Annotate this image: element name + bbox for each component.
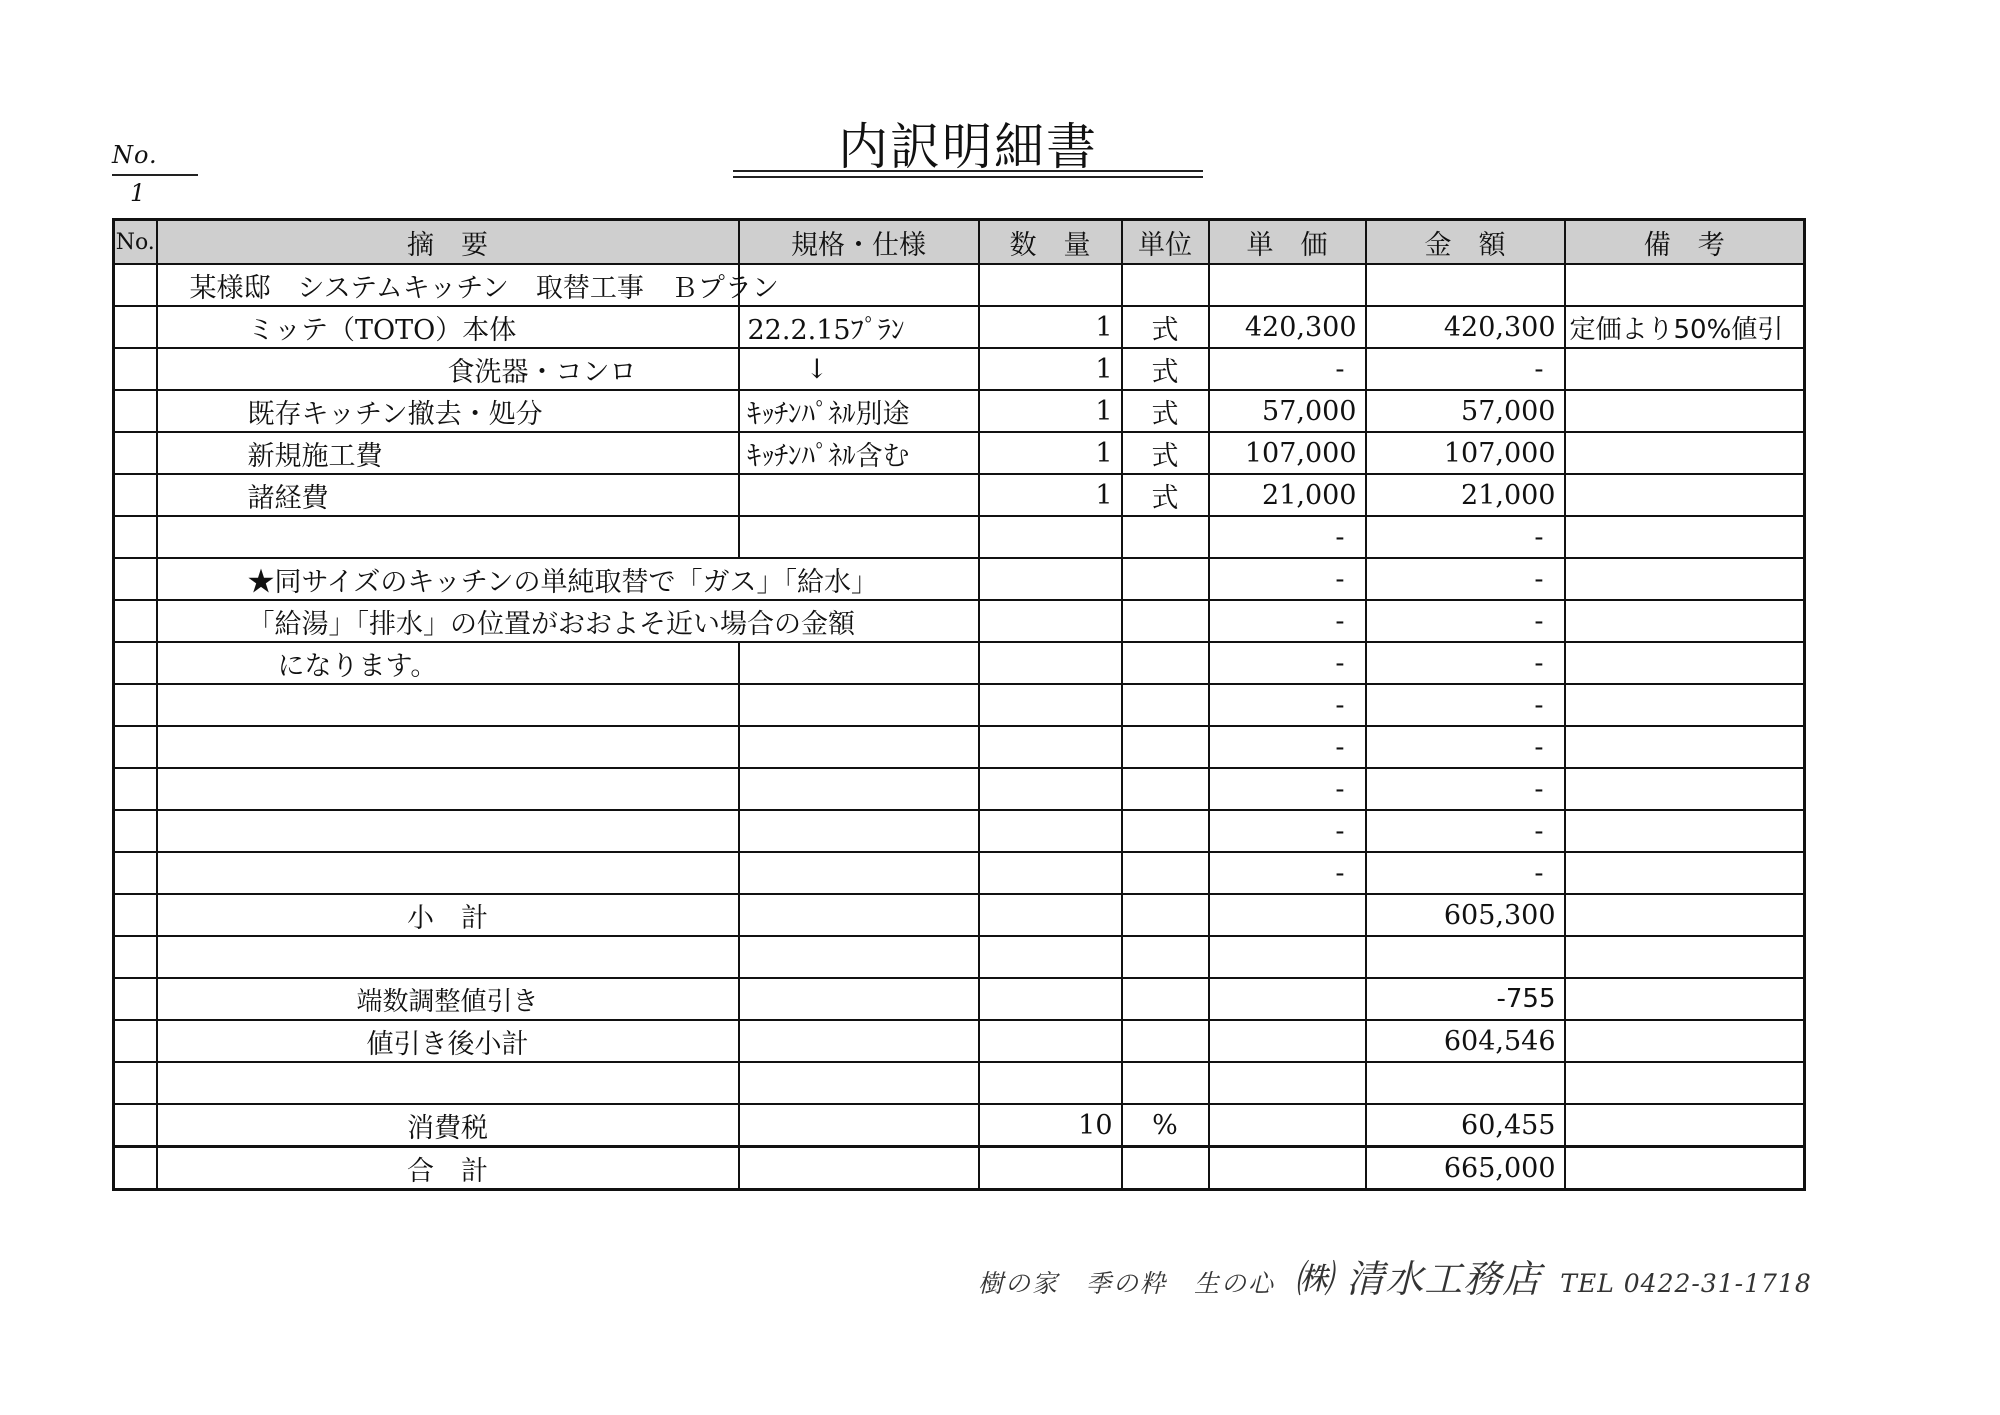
row-amount xyxy=(1366,264,1565,306)
row-unit xyxy=(1122,810,1209,852)
header-amount: 金 額 xyxy=(1366,220,1565,265)
table-row xyxy=(114,306,1805,348)
row-amount: - xyxy=(1366,516,1565,558)
row-qty xyxy=(979,810,1122,852)
table-row xyxy=(114,390,1805,432)
row-no xyxy=(114,432,157,474)
row-remarks xyxy=(1565,432,1805,474)
row-unit xyxy=(1122,726,1209,768)
row-remarks xyxy=(1565,1147,1805,1190)
table-header-row xyxy=(114,220,1805,265)
row-unit: 式 xyxy=(1122,348,1209,390)
row-unit xyxy=(1122,516,1209,558)
row-unit xyxy=(1122,684,1209,726)
row-amount: - xyxy=(1366,600,1565,642)
row-unit-price: - xyxy=(1209,726,1366,768)
row-amount: - xyxy=(1366,768,1565,810)
row-summary: 食洗器・コンロ xyxy=(157,348,739,390)
row-summary: ミッテ（TOTO）本体 xyxy=(157,306,739,348)
row-remarks xyxy=(1565,852,1805,894)
row-unit xyxy=(1122,936,1209,978)
tax-unit: % xyxy=(1122,1104,1209,1147)
row-no xyxy=(114,600,157,642)
discounted-subtotal-label: 値引き後小計 xyxy=(157,1020,739,1062)
row-no xyxy=(114,642,157,684)
row-unit xyxy=(1122,1020,1209,1062)
row-unit xyxy=(1122,978,1209,1020)
row-summary: になります。 xyxy=(157,642,739,684)
row-qty xyxy=(979,852,1122,894)
row-remarks xyxy=(1565,1062,1805,1104)
row-no xyxy=(114,684,157,726)
row-unit xyxy=(1122,852,1209,894)
subtotal-label: 小 計 xyxy=(157,894,739,936)
row-amount xyxy=(1366,1062,1565,1104)
row-spec: 22.2.15ﾌﾟﾗﾝ xyxy=(739,306,979,348)
row-unit-price: 21,000 xyxy=(1209,474,1366,516)
row-qty xyxy=(979,558,1122,600)
row-summary xyxy=(157,768,739,810)
row-unit: 式 xyxy=(1122,432,1209,474)
table-row xyxy=(114,768,1805,810)
table-row xyxy=(114,810,1805,852)
row-qty xyxy=(979,1062,1122,1104)
row-no xyxy=(114,726,157,768)
row-no xyxy=(114,768,157,810)
row-no xyxy=(114,558,157,600)
discount-label: 端数調整値引き xyxy=(157,978,739,1020)
table-row xyxy=(114,1062,1805,1104)
row-unit-price: - xyxy=(1209,600,1366,642)
row-no xyxy=(114,1104,157,1147)
row-qty xyxy=(979,1147,1122,1190)
title-underline xyxy=(733,170,1203,172)
table-row xyxy=(114,726,1805,768)
row-unit-price: 107,000 xyxy=(1209,432,1366,474)
row-summary xyxy=(157,810,739,852)
row-unit-price: - xyxy=(1209,516,1366,558)
table-row xyxy=(114,474,1805,516)
row-spec: ↓ xyxy=(739,348,979,390)
row-summary: 某様邸 システムキッチン 取替工事 Ｂプラン xyxy=(157,264,739,306)
row-no xyxy=(114,1020,157,1062)
row-spec xyxy=(739,978,979,1020)
page-title: 内訳明細書 xyxy=(838,118,1098,176)
row-remarks xyxy=(1565,1104,1805,1147)
header-remarks: 備 考 xyxy=(1565,220,1805,265)
row-unit xyxy=(1122,894,1209,936)
row-remarks xyxy=(1565,726,1805,768)
row-remarks: 定価より50%値引 xyxy=(1565,306,1805,348)
tax-label: 消費税 xyxy=(157,1104,739,1147)
row-qty: 1 xyxy=(979,474,1122,516)
row-remarks xyxy=(1565,978,1805,1020)
row-qty xyxy=(979,978,1122,1020)
row-remarks xyxy=(1565,894,1805,936)
row-no xyxy=(114,852,157,894)
tax-row xyxy=(114,1104,1805,1147)
row-no xyxy=(114,810,157,852)
row-qty: 1 xyxy=(979,306,1122,348)
row-no xyxy=(114,978,157,1020)
row-unit-price xyxy=(1209,978,1366,1020)
row-summary: ★同サイズのキッチンの単純取替で「ガス」「給水」 xyxy=(157,558,979,600)
title-underline-second xyxy=(733,176,1203,178)
row-spec: ｷｯﾁﾝﾊﾟﾈﾙ別途 xyxy=(739,390,979,432)
header-summary: 摘 要 xyxy=(157,220,739,265)
row-no xyxy=(114,894,157,936)
row-spec xyxy=(739,1147,979,1190)
row-remarks xyxy=(1565,768,1805,810)
row-qty xyxy=(979,894,1122,936)
company-name: ㈱ 清水工務店 xyxy=(1294,1257,1542,1301)
document-number xyxy=(112,136,198,207)
row-amount: 420,300 xyxy=(1366,306,1565,348)
row-qty xyxy=(979,768,1122,810)
tax-amount: 60,455 xyxy=(1366,1104,1565,1147)
row-spec xyxy=(739,1020,979,1062)
row-spec xyxy=(739,852,979,894)
row-no xyxy=(114,348,157,390)
row-unit-price: - xyxy=(1209,642,1366,684)
total-amount: 665,000 xyxy=(1366,1147,1565,1190)
company-footer xyxy=(978,1248,1812,1303)
total-label: 合 計 xyxy=(157,1147,739,1190)
row-no xyxy=(114,516,157,558)
row-qty xyxy=(979,516,1122,558)
row-spec xyxy=(739,768,979,810)
row-spec xyxy=(739,474,979,516)
row-amount: - xyxy=(1366,684,1565,726)
row-unit-price xyxy=(1209,1062,1366,1104)
document-number-value: 1 xyxy=(130,179,147,207)
row-no xyxy=(114,264,157,306)
row-qty: 1 xyxy=(979,432,1122,474)
row-remarks xyxy=(1565,642,1805,684)
row-remarks xyxy=(1565,264,1805,306)
row-unit xyxy=(1122,1147,1209,1190)
header-unit-price: 単 価 xyxy=(1209,220,1366,265)
table-row xyxy=(114,936,1805,978)
row-summary: 「給湯」「排水」の位置がおおよそ近い場合の金額 xyxy=(157,600,979,642)
row-unit: 式 xyxy=(1122,390,1209,432)
row-summary xyxy=(157,516,739,558)
row-amount: 57,000 xyxy=(1366,390,1565,432)
row-no xyxy=(114,1062,157,1104)
row-unit-price xyxy=(1209,1147,1366,1190)
header-spec: 規格・仕様 xyxy=(739,220,979,265)
row-unit-price xyxy=(1209,936,1366,978)
subtotal-amount: 605,300 xyxy=(1366,894,1565,936)
row-remarks xyxy=(1565,684,1805,726)
row-unit: 式 xyxy=(1122,474,1209,516)
total-row xyxy=(114,1147,1805,1190)
header-unit: 単位 xyxy=(1122,220,1209,265)
row-unit xyxy=(1122,264,1209,306)
row-qty: 1 xyxy=(979,390,1122,432)
row-no xyxy=(114,936,157,978)
row-qty: 1 xyxy=(979,348,1122,390)
row-spec xyxy=(739,684,979,726)
row-qty xyxy=(979,1020,1122,1062)
header-qty: 数 量 xyxy=(979,220,1122,265)
row-unit-price xyxy=(1209,264,1366,306)
breakdown-table xyxy=(112,218,1806,1191)
row-spec xyxy=(739,516,979,558)
row-remarks xyxy=(1565,936,1805,978)
row-qty xyxy=(979,684,1122,726)
row-qty xyxy=(979,726,1122,768)
row-spec xyxy=(739,642,979,684)
row-unit: 式 xyxy=(1122,306,1209,348)
row-unit-price: 420,300 xyxy=(1209,306,1366,348)
row-amount xyxy=(1366,936,1565,978)
tax-rate: 10 xyxy=(979,1104,1122,1147)
row-summary: 諸経費 xyxy=(157,474,739,516)
row-remarks xyxy=(1565,474,1805,516)
subtotal-row xyxy=(114,894,1805,936)
table-row xyxy=(114,264,1805,306)
row-remarks xyxy=(1565,390,1805,432)
table-row xyxy=(114,642,1805,684)
table-row xyxy=(114,558,1805,600)
row-spec xyxy=(739,936,979,978)
row-spec: ｷｯﾁﾝﾊﾟﾈﾙ含む xyxy=(739,432,979,474)
row-qty xyxy=(979,642,1122,684)
row-summary: 新規施工費 xyxy=(157,432,739,474)
row-unit xyxy=(1122,768,1209,810)
row-unit xyxy=(1122,600,1209,642)
row-remarks xyxy=(1565,516,1805,558)
document-number-label: No. xyxy=(112,141,158,169)
row-remarks xyxy=(1565,810,1805,852)
row-amount: - xyxy=(1366,726,1565,768)
company-phone: TEL 0422-31-1718 xyxy=(1560,1269,1812,1298)
row-remarks xyxy=(1565,1020,1805,1062)
row-unit-price xyxy=(1209,894,1366,936)
row-amount: - xyxy=(1366,348,1565,390)
row-remarks xyxy=(1565,600,1805,642)
row-qty xyxy=(979,264,1122,306)
row-unit-price: - xyxy=(1209,768,1366,810)
row-summary xyxy=(157,1062,739,1104)
row-amount: - xyxy=(1366,642,1565,684)
row-spec xyxy=(739,810,979,852)
table-row xyxy=(114,516,1805,558)
row-no xyxy=(114,306,157,348)
row-no xyxy=(114,474,157,516)
row-remarks xyxy=(1565,558,1805,600)
discount-row xyxy=(114,978,1805,1020)
row-unit-price xyxy=(1209,1020,1366,1062)
row-unit-price: - xyxy=(1209,558,1366,600)
row-unit-price: - xyxy=(1209,684,1366,726)
row-unit-price: - xyxy=(1209,348,1366,390)
row-spec xyxy=(739,894,979,936)
row-amount: - xyxy=(1366,810,1565,852)
row-remarks xyxy=(1565,348,1805,390)
row-unit-price xyxy=(1209,1104,1366,1147)
row-unit xyxy=(1122,558,1209,600)
row-summary xyxy=(157,726,739,768)
row-summary xyxy=(157,852,739,894)
table-row xyxy=(114,348,1805,390)
row-summary xyxy=(157,936,739,978)
row-spec xyxy=(739,726,979,768)
row-summary: 既存キッチン撤去・処分 xyxy=(157,390,739,432)
row-qty xyxy=(979,936,1122,978)
discount-amount: -755 xyxy=(1366,978,1565,1020)
row-amount: - xyxy=(1366,558,1565,600)
discounted-subtotal-row xyxy=(114,1020,1805,1062)
row-unit-price: - xyxy=(1209,852,1366,894)
row-unit-price: - xyxy=(1209,810,1366,852)
discounted-subtotal-amount: 604,546 xyxy=(1366,1020,1565,1062)
row-amount: 21,000 xyxy=(1366,474,1565,516)
row-qty xyxy=(979,600,1122,642)
table-row xyxy=(114,852,1805,894)
table-row xyxy=(114,600,1805,642)
row-amount: - xyxy=(1366,852,1565,894)
table-row xyxy=(114,684,1805,726)
row-summary xyxy=(157,684,739,726)
table-row xyxy=(114,432,1805,474)
row-no xyxy=(114,390,157,432)
company-motto: 樹の家 季の粋 生の心 xyxy=(978,1269,1276,1298)
row-unit xyxy=(1122,1062,1209,1104)
row-spec xyxy=(739,1062,979,1104)
row-spec xyxy=(739,1104,979,1147)
row-unit-price: 57,000 xyxy=(1209,390,1366,432)
row-amount: 107,000 xyxy=(1366,432,1565,474)
header-no: No. xyxy=(114,220,157,265)
row-no xyxy=(114,1147,157,1190)
row-unit xyxy=(1122,642,1209,684)
